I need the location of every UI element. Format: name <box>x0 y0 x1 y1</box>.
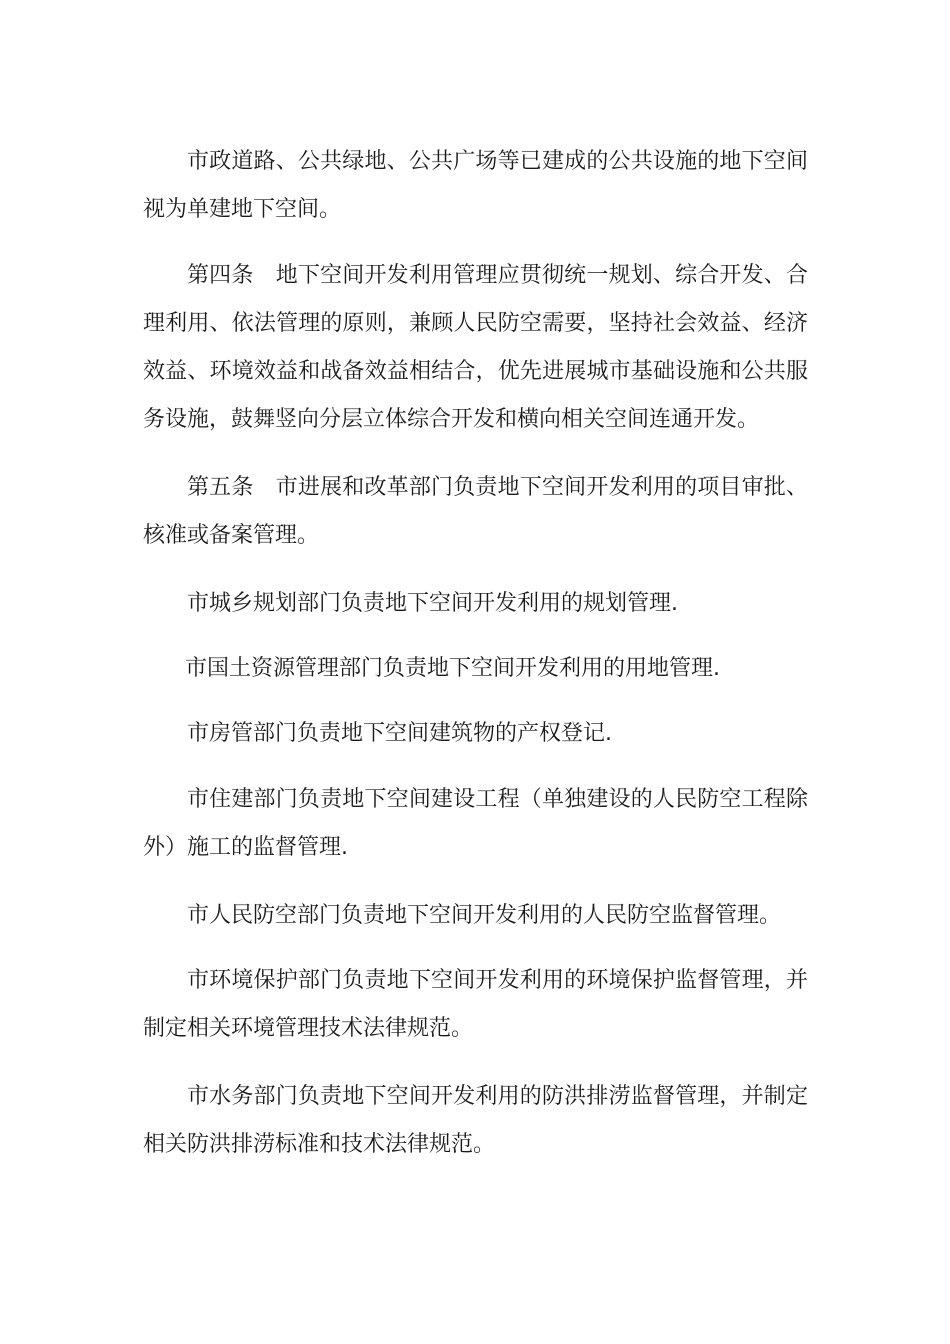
paragraph-construction-dept: 市住建部门负责地下空间建设工程（单独建设的人民防空工程除外）施工的监督管理. <box>143 787 808 860</box>
paragraph-article-4: 第四条 地下空间开发利用管理应贯彻统一规划、综合开发、合理利用、依法管理的原则，兼顾人民防空需要，坚持社会效益、经济效益、环境效益和战备效益相结合，优先进展城市基础设施和公共服务设施，鼓舞竖向分层立体综合开发和横向相关空间连通开发。 <box>143 263 808 432</box>
paragraph-public-facilities: 市政道路、公共绿地、公共广场等已建成的公共设施的地下空间视为单建地下空间。 <box>143 149 808 222</box>
paragraph-civil-defense-dept: 市人民防空部门负责地下空间开发利用的人民防空监督管理。 <box>187 903 782 928</box>
paragraph-land-dept: 市国土资源管理部门负责地下空间开发利用的用地管理. <box>185 656 720 681</box>
paragraph-water-dept: 市水务部门负责地下空间开发利用的防洪排涝监督管理，并制定相关防洪排涝标准和技术法律规范。 <box>143 1084 808 1157</box>
paragraph-housing-dept: 市房管部门负责地下空间建筑物的产权登记. <box>187 721 612 746</box>
paragraph-planning-dept: 市城乡规划部门负责地下空间开发利用的规划管理. <box>187 591 678 616</box>
paragraph-article-5: 第五条 市进展和改革部门负责地下空间开发利用的项目审批、核准或备案管理。 <box>143 475 808 548</box>
paragraph-environment-dept: 市环境保护部门负责地下空间开发利用的环境保护监督管理，并制定相关环境管理技术法律规范。 <box>143 968 808 1041</box>
